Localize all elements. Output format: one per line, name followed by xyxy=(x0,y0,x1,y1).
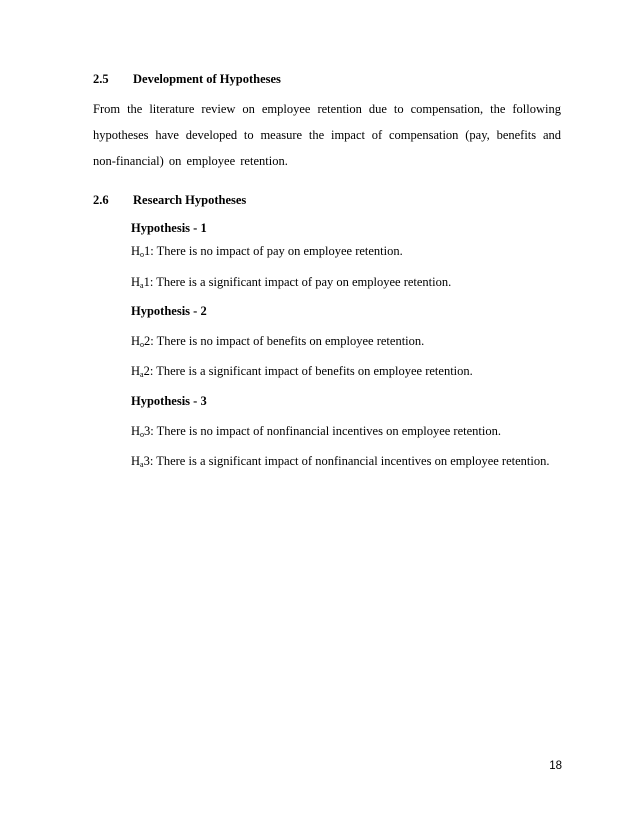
hypothesis-title: Hypothesis - 1 xyxy=(131,221,207,235)
hypothesis-title: Hypothesis - 2 xyxy=(131,304,207,318)
section-number: 2.5 xyxy=(93,72,109,86)
section-title: Research Hypotheses xyxy=(133,193,247,207)
null-hypothesis: $H_o1$: There is no impact of pay on employee retention. xyxy=(131,244,403,259)
section-number: 2.6 xyxy=(93,193,109,207)
null-hypothesis: $H_o2$: There is no impact of benefits on employee retention. xyxy=(131,334,425,349)
alternative-hypothesis: $H_a3$: There is a significant impact of nonfinancial incentives on employee retention. xyxy=(131,454,550,469)
section-title: Development of Hypotheses xyxy=(133,72,281,86)
hypothesis-title: Hypothesis - 3 xyxy=(131,394,207,408)
alternative-hypothesis: $H_a2$: There is a significant impact of benefits on employee retention. xyxy=(131,364,473,379)
alternative-hypothesis: $H_a1$: There is a significant impact of pay on employee retention. xyxy=(131,275,452,290)
section-paragraph: From the literature review on employee retention due to compensation, the following hypotheses have developed to measure the impact of compensation (pay, benefits and non-financial) on employee retention. xyxy=(93,102,561,168)
null-hypothesis: $H_o3$: There is no impact of nonfinancial incentives on employee retention. xyxy=(131,424,501,439)
page-number: 18 xyxy=(549,760,562,772)
